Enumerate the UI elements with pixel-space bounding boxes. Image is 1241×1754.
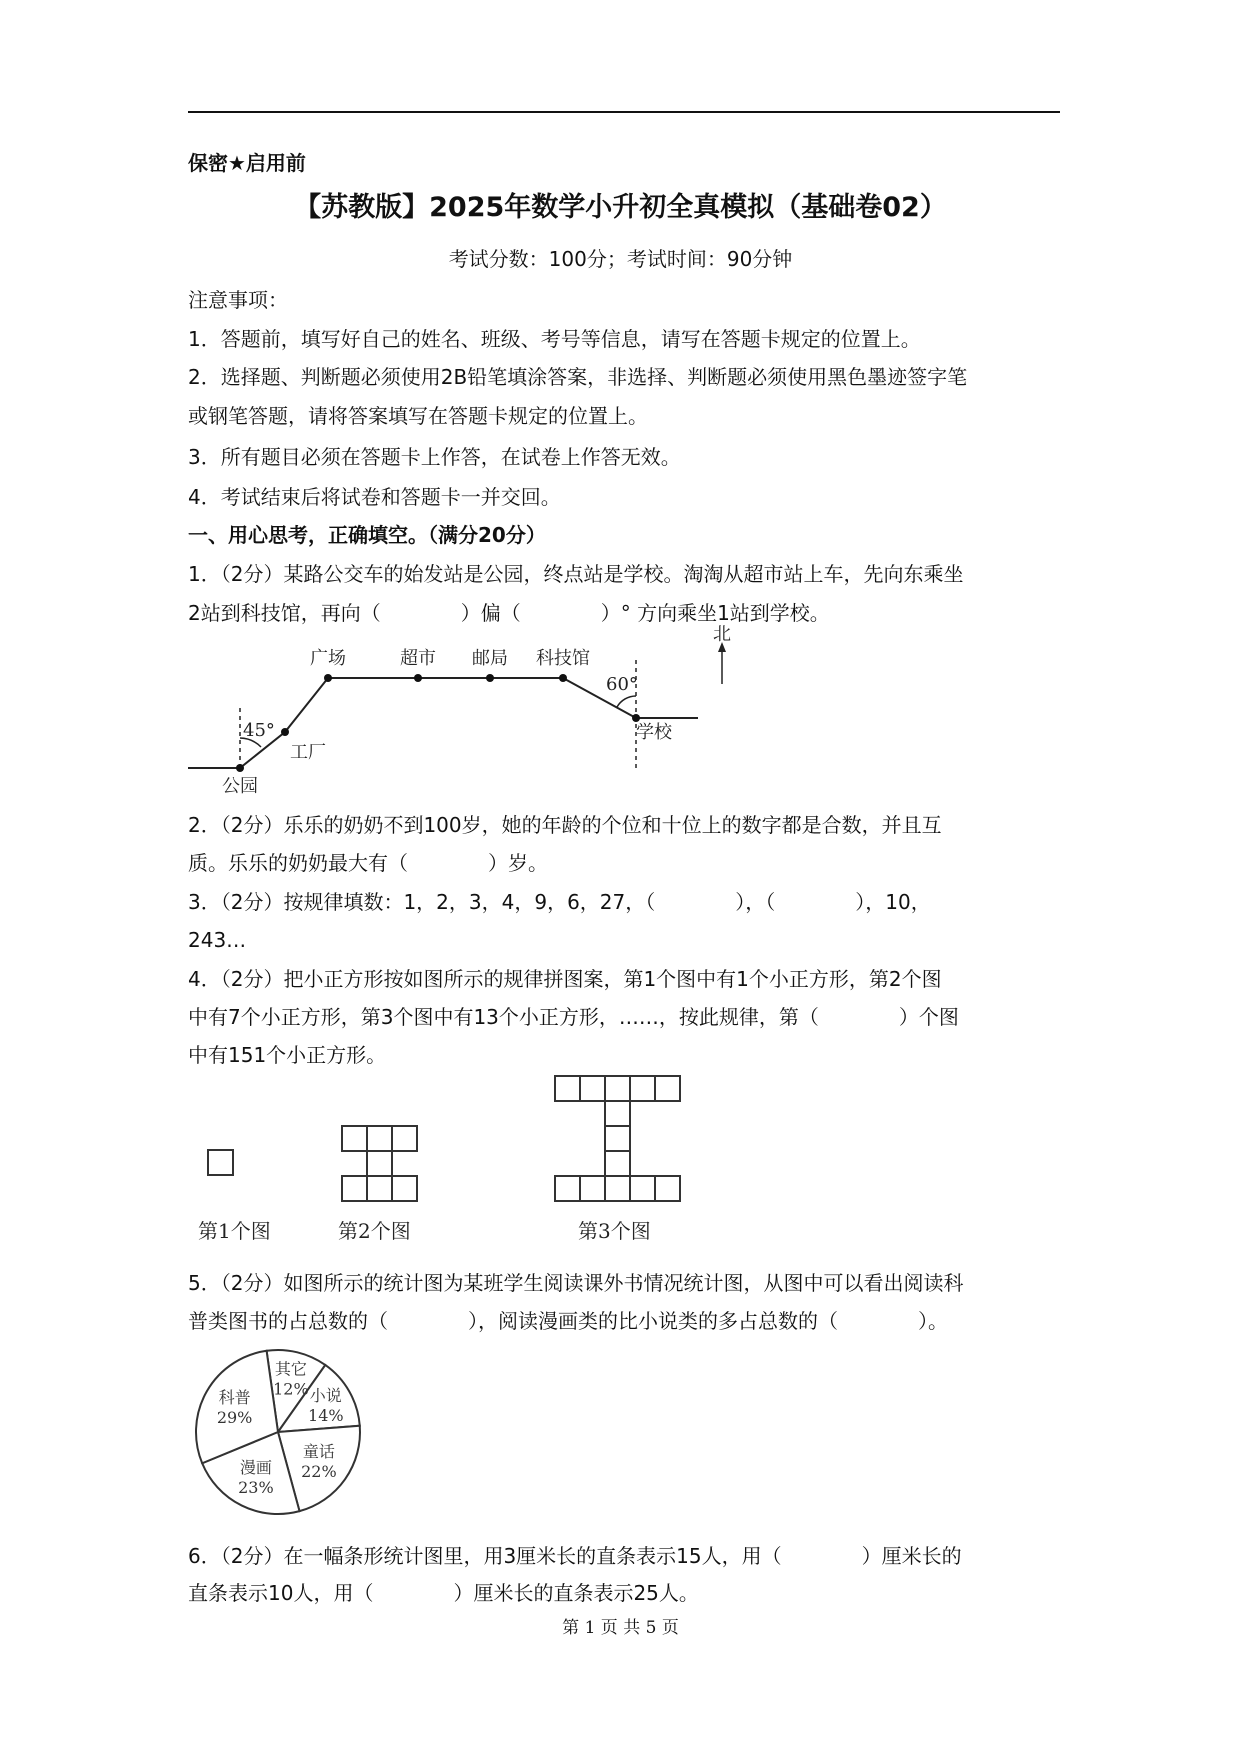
pie-slice-percent-2: 22% [301,1461,337,1481]
notice-item: 1．答题前，填写好自己的姓名、班级、考号等信息，请写在答题卡规定的位置上。 [188,327,921,351]
square-label: 广场 [310,648,346,669]
notice-heading: 注意事项： [188,288,288,312]
notice-item: 或钢笔答题，请将答案填写在答题卡规定的位置上。 [188,404,648,428]
pie-slice-percent-1: 14% [308,1405,344,1425]
supermarket-label: 超市 [400,648,436,669]
pie-slice-percent-3: 23% [238,1477,274,1497]
question-4-line: 4．（2分）把小正方形按如图所示的规律拼图案，第1个图中有1个小正方形，第2个图 [188,967,942,991]
question-1-line: 2站到科技馆，再向（ ）偏（ ）° 方向乘坐1站到学校。 [188,601,830,625]
confidential-label: 保密★启用前 [188,151,306,175]
route-map-figure [188,624,731,797]
factory-label: 工厂 [290,742,326,763]
notice-item: 4．考试结束后将试卷和答题卡一并交回。 [188,485,561,509]
angle-45-label: 45° [243,720,275,741]
question-3-line: 3．（2分）按规律填数：1，2，3，4，9，6，27，（ ），（ ），10， [188,890,931,914]
post-office-label: 邮局 [472,648,508,669]
section-heading: 一、用心思考，正确填空。（满分20分） [188,523,546,547]
caption-figure-3: 第3个图 [578,1219,651,1243]
angle-60-label: 60° [606,674,638,695]
question-6-line: 直条表示10人，用（ ）厘米长的直条表示25人。 [188,1581,699,1605]
exam-info: 考试分数：100分；考试时间：90分钟 [448,247,793,271]
question-2-line: 2．（2分）乐乐的奶奶不到100岁，她的年龄的个位和十位上的数字都是合数，并且互 [188,813,942,837]
question-6-line: 6．（2分）在一幅条形统计图里，用3厘米长的直条表示15人，用（ ）厘米长的 [188,1544,962,1568]
header-rule [188,111,1060,113]
pie-slice-name-4: 科普 [218,1388,251,1408]
reading-pie-chart [188,1342,368,1522]
page-title: 【苏教版】2025年数学小升初全真模拟（基础卷02） [294,192,947,223]
pie-slice-name-1: 小说 [309,1385,342,1405]
pie-slice-name-3: 漫画 [239,1457,272,1477]
school-label: 学校 [636,722,672,743]
question-3-line: 243… [188,928,247,952]
question-5-line: 5．（2分）如图所示的统计图为某班学生阅读课外书情况统计图，从图中可以看出阅读科 [188,1271,964,1295]
park-label: 公园 [222,776,258,797]
square-pattern-figure [188,1070,708,1248]
pie-slice-name-2: 童话 [302,1441,335,1461]
notice-item: 2．选择题、判断题必须使用2B铅笔填涂答案，非选择、判断题必须使用黑色墨迹签字笔 [188,365,968,389]
pie-slice-percent-0: 12% [273,1379,309,1399]
tech-museum-label: 科技馆 [536,648,590,669]
pie-slice-percent-4: 29% [216,1408,253,1428]
question-5-line: 普类图书的占总数的（ ），阅读漫画类的比小说类的多占总数的（ ）。 [188,1309,948,1333]
question-4-line: 中有7个小正方形，第3个图中有13个小正方形，……，按此规律，第（ ）个图 [188,1005,959,1029]
pattern-2 [342,1126,417,1201]
question-2-line: 质。乐乐的奶奶最大有（ ）岁。 [188,851,548,875]
page-footer: 第 1 页 共 5 页 [562,1618,679,1638]
north-label: 北 [713,624,731,645]
caption-figure-1: 第1个图 [198,1219,271,1243]
caption-figure-2: 第2个图 [338,1219,411,1243]
question-1-line: 1．（2分）某路公交车的始发站是公园，终点站是学校。淘淘从超市站上车，先向东乘坐 [188,562,964,586]
notice-item: 3．所有题目必须在答题卡上作答，在试卷上作答无效。 [188,445,681,469]
pattern-3 [555,1076,680,1201]
question-4-line: 中有151个小正方形。 [188,1043,387,1067]
pattern-1-square [208,1150,233,1175]
pie-slice-name-0: 其它 [274,1359,307,1379]
